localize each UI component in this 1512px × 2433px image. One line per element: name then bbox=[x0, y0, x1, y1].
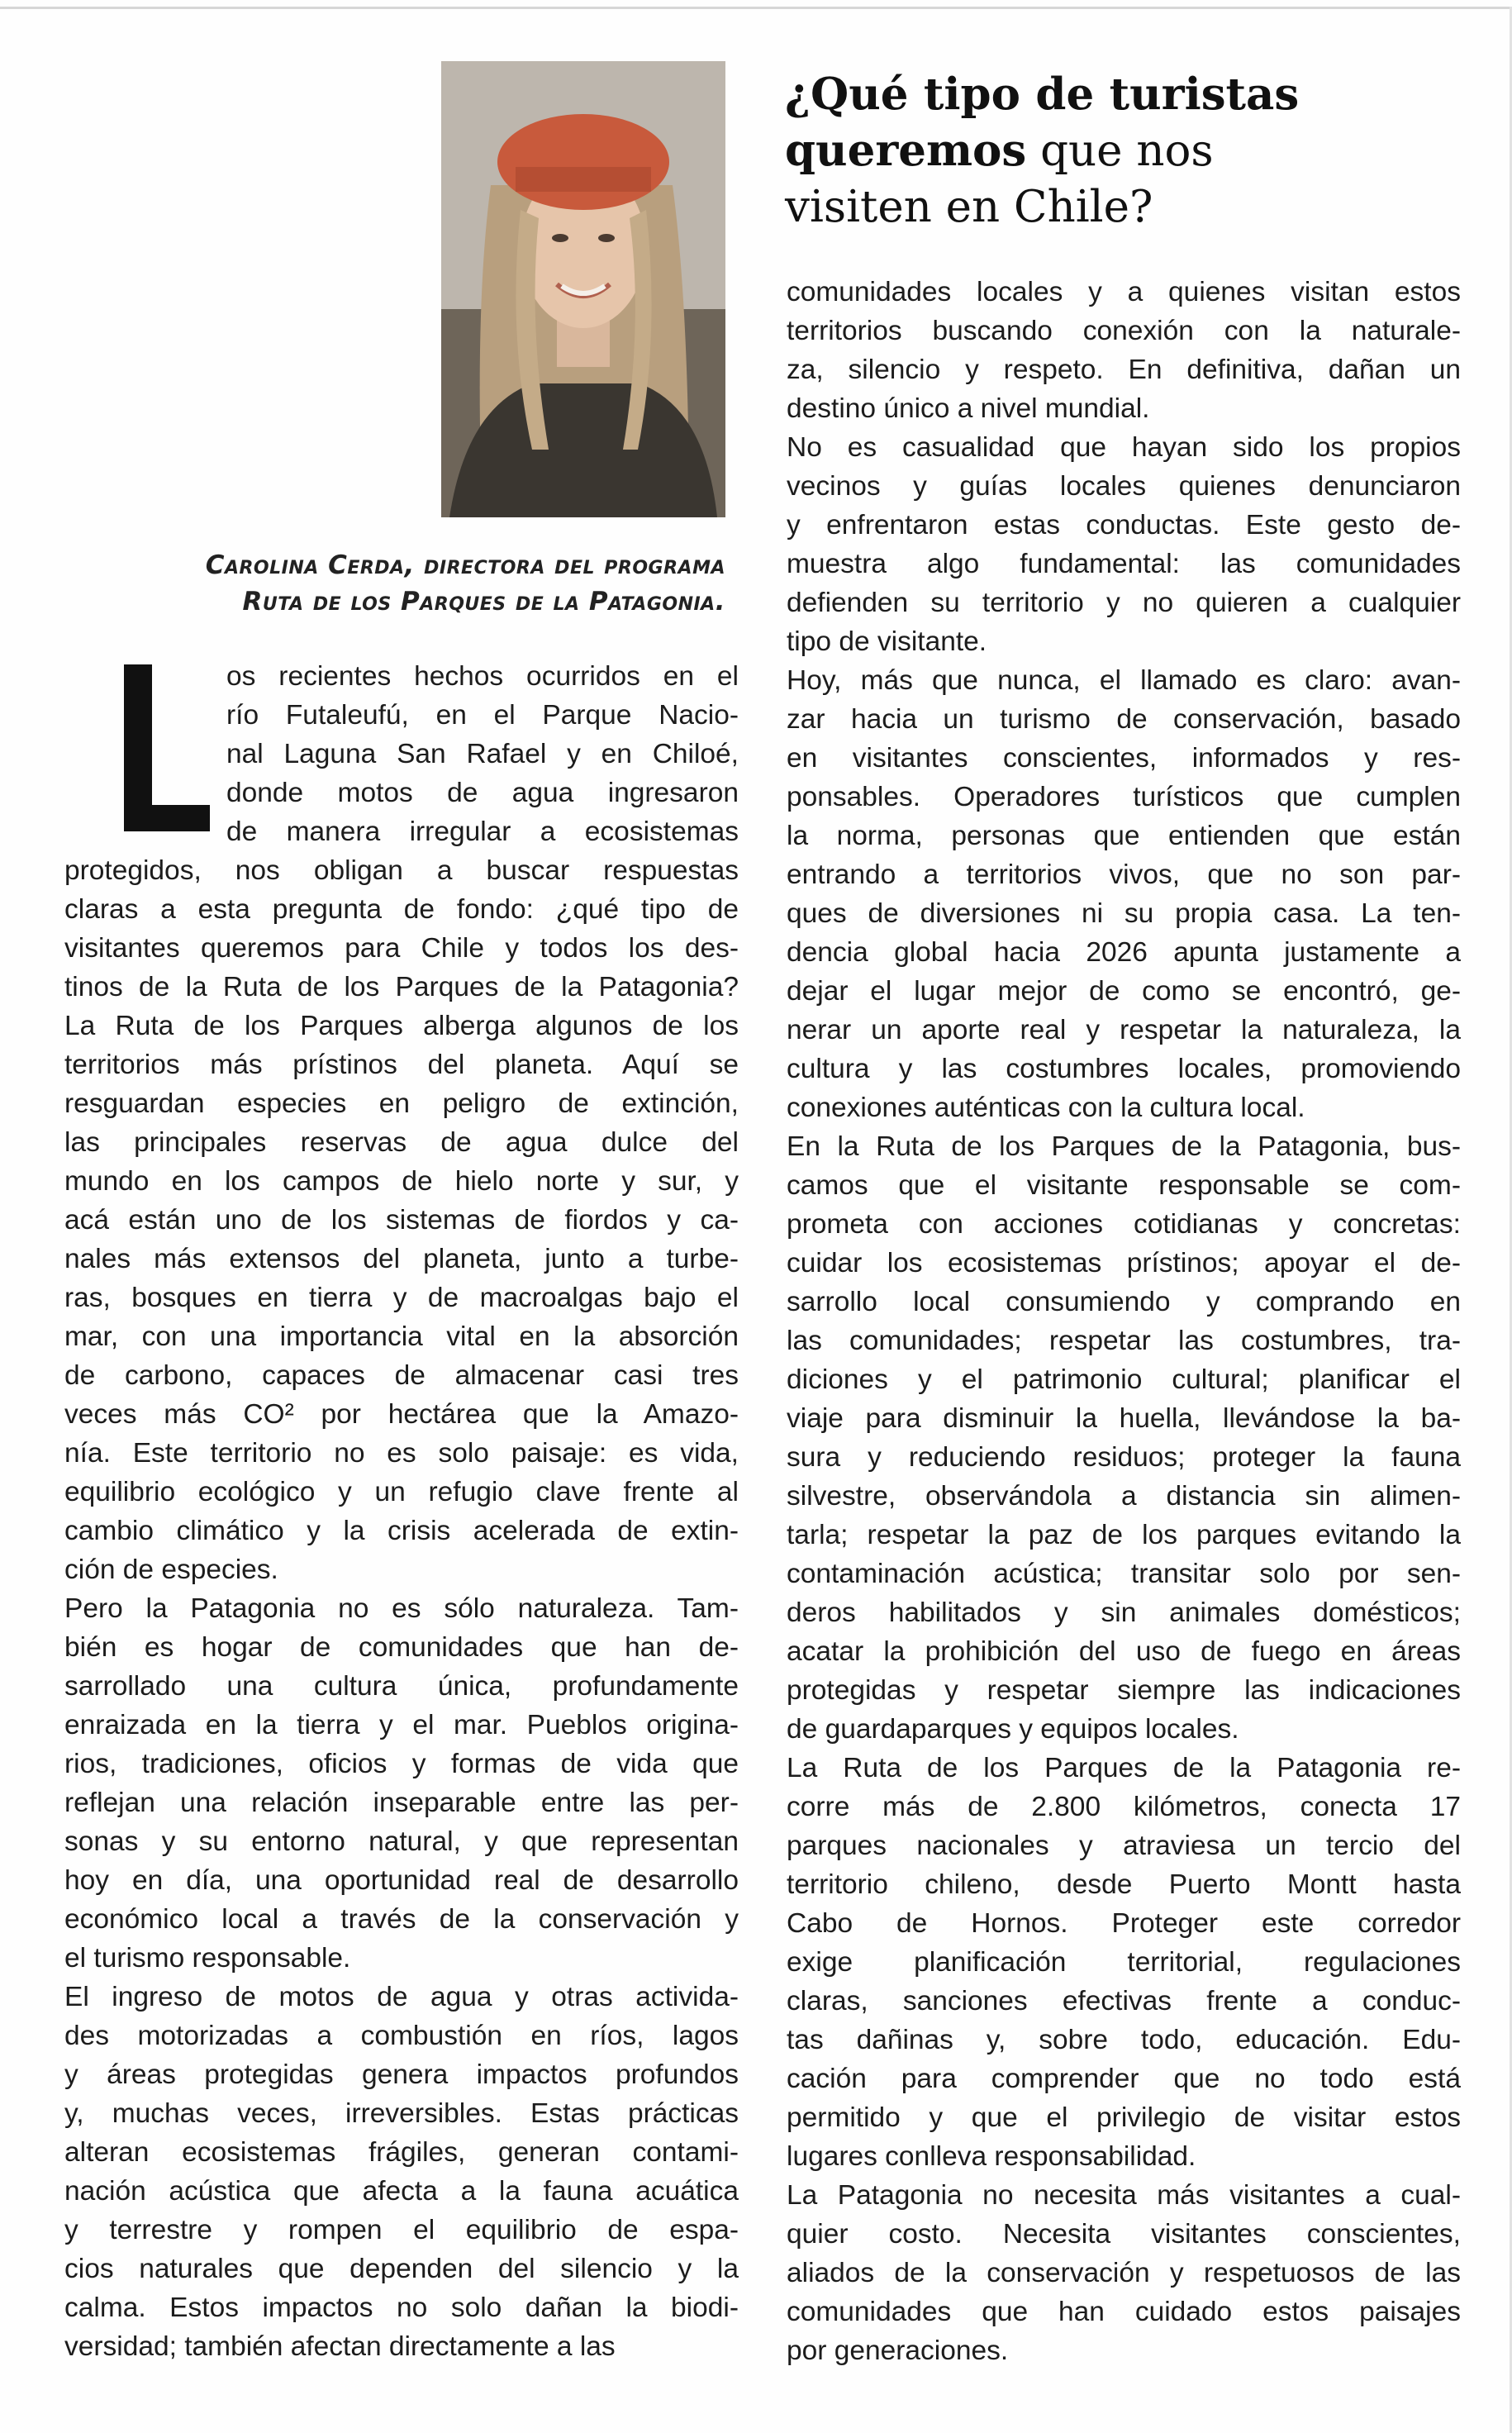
text-line: sura y reduciendo residuos; proteger la fauna bbox=[787, 1442, 1461, 1473]
text-line: tipo de visitante. bbox=[787, 626, 987, 657]
text-line: conexiones auténticas con la cultura local. bbox=[787, 1093, 1305, 1123]
text-line: de carbono, capaces de almacenar casi tres bbox=[64, 1360, 739, 1391]
text-line: diciones y el patrimonio cultural; planificar el bbox=[787, 1364, 1461, 1395]
left-column bbox=[64, 657, 739, 2366]
text-line: cios naturales que dependen del silencio y la bbox=[64, 2254, 739, 2284]
text-line: nales más extensos del planeta, junto a turbe- bbox=[64, 1244, 739, 1274]
text-line: y áreas protegidas genera impactos profundos bbox=[64, 2059, 739, 2090]
text-line: contaminación acústica; transitar solo por sen- bbox=[787, 1559, 1461, 1589]
text-line: ques de diversiones ni su propia casa. La ten- bbox=[787, 898, 1461, 929]
text-line: comunidades que han cuidado estos paisajes bbox=[787, 2297, 1461, 2327]
title-rest: que nos bbox=[1026, 126, 1214, 176]
title-line: visiten en Chile? bbox=[785, 182, 1153, 232]
text-line: mar, con una importancia vital en la absorción bbox=[64, 1321, 739, 1352]
text-line: permitido y que el privilegio de visitar estos bbox=[787, 2102, 1461, 2133]
text-line: des motorizadas a combustión en ríos, lagos bbox=[64, 2021, 739, 2051]
text-line: mundo en los campos de hielo norte y sur, y bbox=[64, 1166, 739, 1197]
text-line: claras, sanciones efectivas frente a conduc- bbox=[787, 1986, 1461, 2016]
text-line: económico local a través de la conservación y bbox=[64, 1904, 739, 1935]
text-line: Pero la Patagonia no es sólo naturaleza. Tam- bbox=[64, 1593, 739, 1624]
text-line: prometa con acciones cotidianas y concretas: bbox=[787, 1209, 1461, 1240]
text-line: reflejan una relación inseparable entre las per- bbox=[64, 1788, 739, 1818]
text-line: sarrollo local consumiendo y comprando en bbox=[787, 1287, 1461, 1317]
text-line: rios, tradiciones, oficios y formas de vida que bbox=[64, 1749, 739, 1779]
text-line: zar hacia un turismo de conservación, basado bbox=[787, 704, 1461, 735]
text-line: No es casualidad que hayan sido los propios bbox=[787, 432, 1461, 463]
text-line: equilibrio ecológico y un refugio clave frente al bbox=[64, 1477, 739, 1507]
text-line: acatar la prohibición del uso de fuego en áreas bbox=[787, 1636, 1461, 1667]
text-line: nación acústica que afecta a la fauna acuática bbox=[64, 2176, 739, 2207]
text-line: En la Ruta de los Parques de la Patagonia, bus- bbox=[787, 1131, 1461, 1162]
caption-line: Carolina Cerda, directora del programa bbox=[205, 550, 725, 580]
text-line: calma. Estos impactos no solo dañan la biodi- bbox=[64, 2293, 739, 2323]
text-line: nal Laguna San Rafael y en Chiloé, bbox=[226, 739, 739, 769]
text-line: versidad; también afectan directamente a las bbox=[64, 2331, 616, 2362]
text-line: cuidar los ecosistemas prístinos; apoyar el de- bbox=[787, 1248, 1461, 1278]
text-line: las principales reservas de agua dulce del bbox=[64, 1127, 739, 1158]
text-line: y, muchas veces, irreversibles. Estas prácticas bbox=[64, 2098, 739, 2129]
text-line: corre más de 2.800 kilómetros, conecta 17 bbox=[787, 1792, 1461, 1822]
title-line: ¿Qué tipo de turistas bbox=[785, 69, 1300, 120]
text-line: sonas y su entorno natural, y que representan bbox=[64, 1826, 739, 1857]
text-line: veces más CO² por hectárea que la Amazo- bbox=[64, 1399, 739, 1430]
text-line: Cabo de Hornos. Proteger este corredor bbox=[787, 1908, 1461, 1939]
text-line: protegidos, nos obligan a buscar respuestas bbox=[64, 855, 739, 886]
title-line bbox=[785, 122, 1462, 179]
text-line: de manera irregular a ecosistemas bbox=[226, 817, 739, 847]
text-line: tinos de la Ruta de los Parques de la Patagonia? bbox=[64, 972, 739, 1002]
text-line: ras, bosques en tierra y de macroalgas bajo el bbox=[64, 1283, 739, 1313]
text-line: donde motos de agua ingresaron bbox=[226, 778, 739, 808]
text-line: nerar un aporte real y respetar la naturaleza, la bbox=[787, 1015, 1461, 1045]
top-rule bbox=[0, 7, 1512, 9]
text-line: muestra algo fundamental: las comunidades bbox=[787, 549, 1461, 579]
text-line: parques nacionales y atraviesa un tercio del bbox=[787, 1831, 1461, 1861]
text-line: Hoy, más que nunca, el llamado es claro: avan- bbox=[787, 665, 1461, 696]
text-line: territorios buscando conexión con la naturale- bbox=[787, 316, 1461, 346]
text-line: silvestre, observándola a distancia sin alimen- bbox=[787, 1481, 1461, 1512]
text-line: por generaciones. bbox=[787, 2335, 1009, 2366]
text-line: cambio climático y la crisis acelerada de extin- bbox=[64, 1516, 739, 1546]
author-photo bbox=[441, 61, 725, 517]
text-line: hoy en día, una oportunidad real de desarrollo bbox=[64, 1865, 739, 1896]
text-line: nía. Este territorio no es solo paisaje: es vida, bbox=[64, 1438, 739, 1469]
text-line: os recientes hechos ocurridos en el bbox=[226, 661, 739, 692]
text-line: el turismo responsable. bbox=[64, 1943, 351, 1974]
article-title bbox=[785, 66, 1462, 236]
text-line: de guardaparques y equipos locales. bbox=[787, 1714, 1239, 1745]
text-line: y enfrentaron estas conductas. Este gesto de- bbox=[787, 510, 1461, 540]
text-line: ponsables. Operadores turísticos que cumplen bbox=[787, 782, 1461, 812]
text-line: defienden su territorio y no quieren a cualquier bbox=[787, 588, 1461, 618]
text-line: aliados de la conservación y respetuosos de las bbox=[787, 2258, 1461, 2288]
text-line: viaje para disminuir la huella, llevándose la ba- bbox=[787, 1403, 1461, 1434]
text-line: entrando a territorios vivos, que no son par- bbox=[787, 859, 1461, 890]
text-line: dencia global hacia 2026 apunta justamente a bbox=[787, 937, 1461, 968]
text-line: destino único a nivel mundial. bbox=[787, 393, 1150, 424]
text-line: enraizada en la tierra y el mar. Pueblos origina- bbox=[64, 1710, 739, 1740]
text-line: protegidas y respetar siempre las indicaciones bbox=[787, 1675, 1461, 1706]
text-line: La Ruta de los Parques alberga algunos de los bbox=[64, 1011, 739, 1041]
text-line: vecinos y guías locales quienes denunciaron bbox=[787, 471, 1461, 502]
text-line: camos que el visitante responsable se com- bbox=[787, 1170, 1461, 1201]
text-line: comunidades locales y a quienes visitan estos bbox=[787, 277, 1461, 307]
photo-caption bbox=[124, 547, 725, 620]
right-column bbox=[787, 273, 1461, 2370]
text-line: exige planificación territorial, regulaciones bbox=[787, 1947, 1461, 1978]
text-line: alteran ecosistemas frágiles, generan contami- bbox=[64, 2137, 739, 2168]
text-line: El ingreso de motos de agua y otras activida- bbox=[64, 1982, 739, 2012]
text-line: quier costo. Necesita visitantes conscientes, bbox=[787, 2219, 1461, 2250]
text-line: lugares conlleva responsabilidad. bbox=[787, 2141, 1196, 2172]
text-line: sarrollado una cultura única, profundamente bbox=[64, 1671, 739, 1702]
text-line: en visitantes conscientes, informados y res- bbox=[787, 743, 1461, 774]
caption-line: Ruta de los Parques de la Patagonia. bbox=[242, 587, 725, 617]
text-line: deros habilitados y sin animales domésticos; bbox=[787, 1597, 1461, 1628]
text-line: cación para comprender que no todo está bbox=[787, 2064, 1461, 2094]
text-line: ción de especies. bbox=[64, 1555, 278, 1585]
text-line: resguardan especies en peligro de extinción, bbox=[64, 1088, 739, 1119]
text-line: y terrestre y rompen el equilibrio de espa- bbox=[64, 2215, 739, 2245]
text-line: La Ruta de los Parques de la Patagonia re- bbox=[787, 1753, 1461, 1783]
text-line: dejar el lugar mejor de como se encontró, ge- bbox=[787, 976, 1461, 1007]
text-line: visitantes queremos para Chile y todos los des- bbox=[64, 933, 739, 964]
title-emphasis: queremos bbox=[785, 125, 1027, 176]
text-line: la norma, personas que entienden que están bbox=[787, 821, 1461, 851]
text-line: territorio chileno, desde Puerto Montt hasta bbox=[787, 1869, 1461, 1900]
text-line: cultura y las costumbres locales, promoviendo bbox=[787, 1054, 1461, 1084]
text-line: las comunidades; respetar las costumbres, tra- bbox=[787, 1326, 1461, 1356]
text-line: claras a esta pregunta de fondo: ¿qué tipo de bbox=[64, 894, 739, 925]
text-line: tas dañinas y, sobre todo, educación. Edu- bbox=[787, 2025, 1461, 2055]
text-line: territorios más prístinos del planeta. Aquí se bbox=[64, 1050, 739, 1080]
text-line: bién es hogar de comunidades que han de- bbox=[64, 1632, 739, 1663]
text-line: La Patagonia no necesita más visitantes a cual- bbox=[787, 2180, 1461, 2211]
portrait-illustration bbox=[441, 61, 725, 517]
text-line: tarla; respetar la paz de los parques evitando la bbox=[787, 1520, 1461, 1550]
text-line: acá están uno de los sistemas de fiordos y ca- bbox=[64, 1205, 739, 1236]
text-line: za, silencio y respeto. En definitiva, dañan un bbox=[787, 355, 1461, 385]
text-line: río Futaleufú, en el Parque Nacio- bbox=[226, 700, 739, 731]
